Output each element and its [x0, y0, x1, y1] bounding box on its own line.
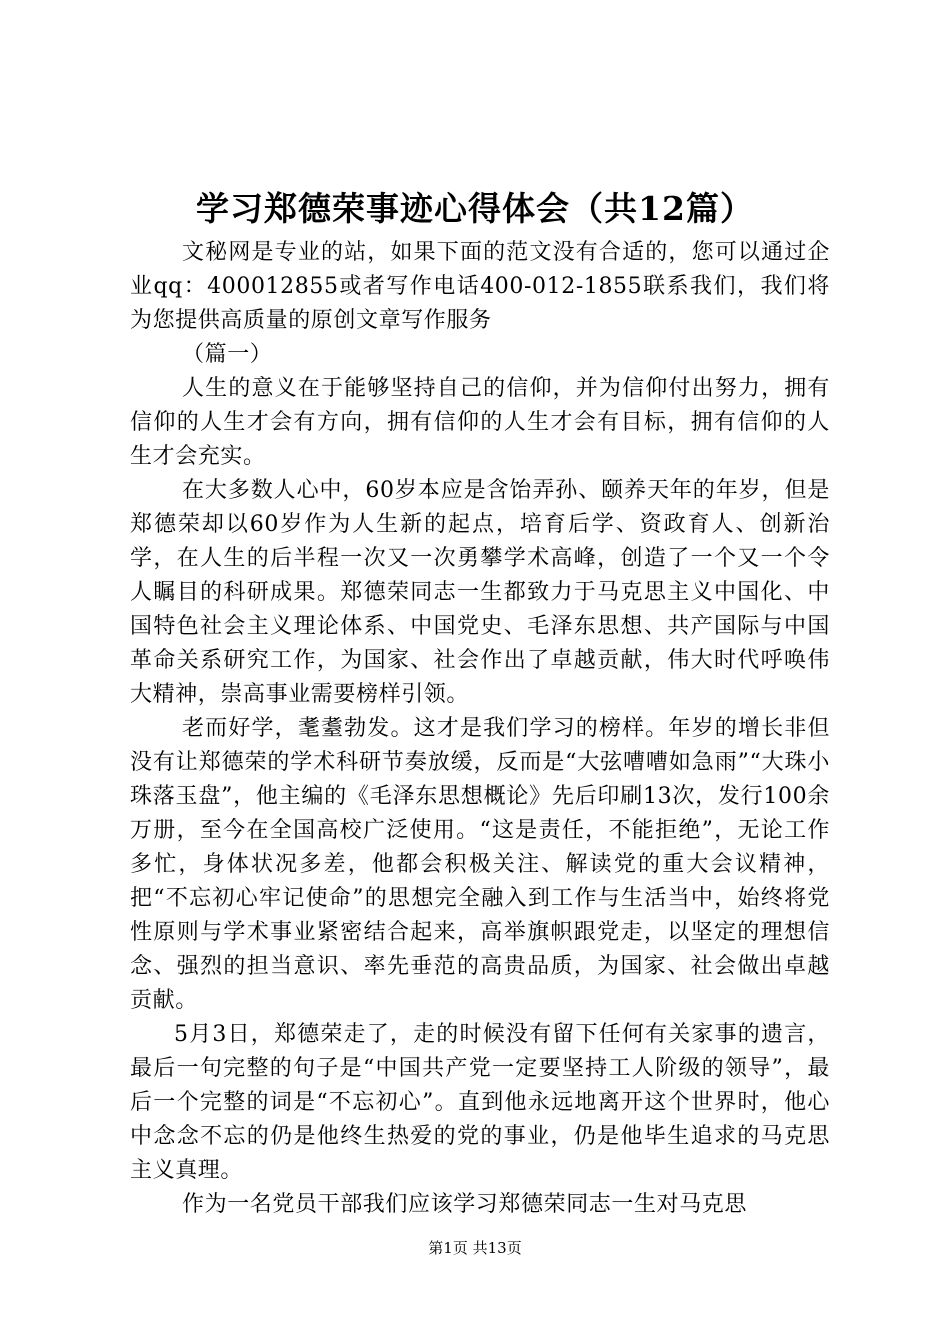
body-paragraph: 人生的意义在于能够坚持自己的信仰，并为信仰付出努力，拥有信仰的人生才会有方向，拥有信仰的人生才会有目标，拥有信仰的人生才会充实。: [130, 376, 830, 469]
body-paragraph: 老而好学，耄耋勃发。这才是我们学习的榜样。年岁的增长非但没有让郑德荣的学术科研节奏放缓，反而是“大弦嘈嘈如急雨”“大珠小珠落玉盘”，他主编的《毛泽东思想概论》先后印刷13次，发行100余万册，至今在全国高校广泛使用。“这是责任，不能拒绝”，无论工作多忙，身体状况多差，他都会积极关注、解读党的重大会议精神，把“不忘初心牢记使命”的思想完全融入到工作与生活当中，始终将党性原则与学术事业紧密结合起来，高举旗帜跟党走，以坚定的理想信念、强烈的担当意识、率先垂范的高贵品质，为国家、社会做出卓越贡献。: [130, 716, 830, 1013]
body-paragraph: 5月3日，郑德荣走了，走的时候没有留下任何有关家事的遗言，最后一句完整的句子是“中国共产党一定要坚持工人阶级的领导”，最后一个完整的词是“不忘初心”。直到他永远地离开这个世界时，他心中念念不忘的仍是他终生热爱的党的事业，仍是他毕生追求的马克思主义真理。: [130, 1022, 830, 1183]
page-number-footer: 第1页 共13页: [428, 1239, 522, 1257]
document-body: [130, 236, 830, 1222]
body-paragraph: 在大多数人心中，60岁本应是含饴弄孙、颐养天年的年岁，但是郑德荣却以60岁作为人生新的起点，培育后学、资政育人、创新治学，在人生的后半程一次又一次勇攀学术高峰，创造了一个又一个令人瞩目的科研成果。郑德荣同志一生都致力于马克思主义中国化、中国特色社会主义理论体系、中国党史、毛泽东思想、共产国际与中国革命关系研究工作，为国家、社会作出了卓越贡献，伟大时代呼唤伟大精神，崇高事业需要榜样引领。: [130, 478, 830, 707]
intro-paragraph: 文秘网是专业的站，如果下面的范文没有合适的，您可以通过企业qq：400012855或者写作电话400-012-1855联系我们，我们将为您提供高质量的原创文章写作服务: [130, 240, 830, 333]
document-title: 学习郑德荣事迹心得体会（共12篇）: [196, 189, 754, 228]
section-heading: （篇一）: [182, 342, 273, 367]
body-paragraph: 作为一名党员干部我们应该学习郑德荣同志一生对马克思: [182, 1192, 748, 1217]
